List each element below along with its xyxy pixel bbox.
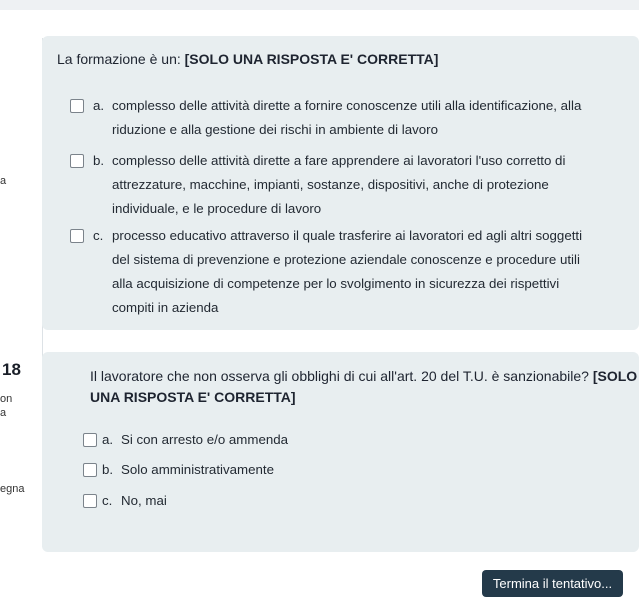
top-bar <box>0 0 639 10</box>
quiz-sidebar <box>0 38 43 518</box>
checkbox[interactable] <box>70 99 84 113</box>
option-b[interactable] <box>70 149 630 221</box>
checkbox[interactable] <box>83 463 97 477</box>
checkbox[interactable] <box>83 494 97 508</box>
option-letter: c. <box>93 228 104 243</box>
checkbox[interactable] <box>70 154 84 168</box>
sidebar-fragment: a <box>0 407 7 419</box>
question-number: 18 <box>2 360 21 379</box>
option-c[interactable] <box>70 224 630 320</box>
option-letter: b. <box>102 462 114 477</box>
option-text: individuale, e le procedure di lavoro <box>112 201 322 216</box>
option-text: del sistema di prevenzione e protezione aziendale conoscenze e procedure utili <box>112 252 580 267</box>
question-card-2 <box>42 352 639 552</box>
question-prompt <box>57 48 438 70</box>
question-prompt-line-2: UNA RISPOSTA E' CORRETTA] <box>90 389 296 405</box>
option-letter: c. <box>102 493 113 508</box>
option-text: riduzione e alla gestione dei rischi in ambiente di lavoro <box>112 122 438 137</box>
option-text: Si con arresto e/o ammenda <box>121 432 289 447</box>
option-text: processo educativo attraverso il quale trasferire ai lavoratori ed agli altri soggetti <box>112 228 583 243</box>
option-text: alla acquisizione di competenze per lo svolgimento in sicurezza dei rispettivi <box>112 276 560 291</box>
question-prompt-line-1: Il lavoratore che non osserva gli obblighi di cui all'art. 20 del T.U. è sanzionabile? [SOLO <box>90 368 638 384</box>
question-card-1 <box>42 36 639 330</box>
option-text: Solo amministrativamente <box>121 462 274 477</box>
question-prompt-text: La formazione è un: [SOLO UNA RISPOSTA E' CORRETTA] <box>57 51 439 67</box>
option-c[interactable] <box>83 489 383 513</box>
sidebar-fragment: a <box>0 175 7 187</box>
option-text: attrezzature, macchine, impianti, sostanze, dispositivi, anche di protezione <box>112 177 549 192</box>
option-a[interactable] <box>70 94 630 142</box>
option-b[interactable] <box>83 458 383 482</box>
option-letter: a. <box>102 432 114 447</box>
sidebar-fragment: on <box>0 393 13 405</box>
option-text: complesso delle attività dirette a fornire conoscenze utili alla identificazione, alla <box>112 98 582 113</box>
finish-attempt-button[interactable]: Termina il tentativo... <box>482 570 623 597</box>
option-text: No, mai <box>121 493 167 508</box>
option-letter: a. <box>93 98 105 113</box>
checkbox[interactable] <box>70 229 84 243</box>
option-text: compiti in azienda <box>112 300 219 315</box>
sidebar-fragment: egna <box>0 483 25 495</box>
option-text: complesso delle attività dirette a fare apprendere ai lavoratori l'uso corretto di <box>112 153 566 168</box>
option-a[interactable] <box>83 428 383 452</box>
option-letter: b. <box>93 153 105 168</box>
checkbox[interactable] <box>83 433 97 447</box>
